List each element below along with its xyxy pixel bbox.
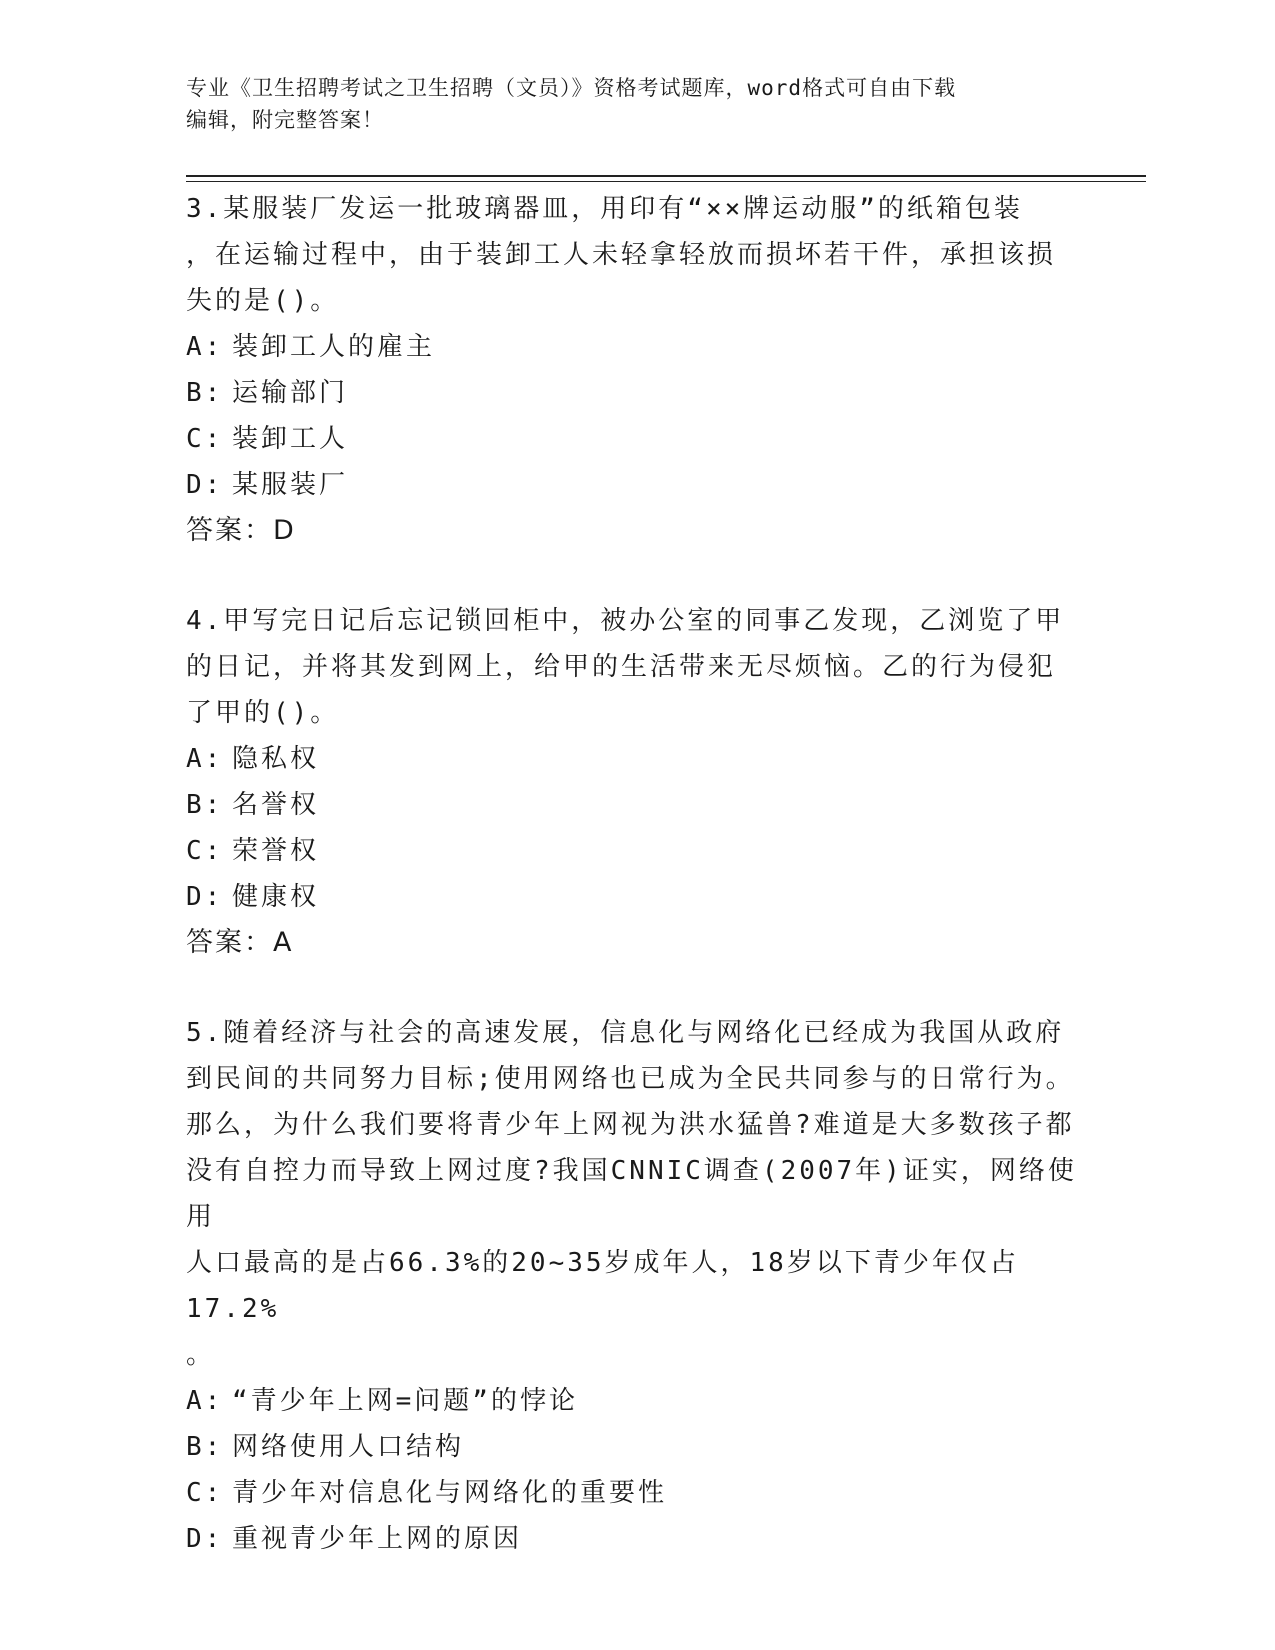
option-text: 运输部门 bbox=[232, 378, 349, 408]
question-stem-line: 4.甲写完日记后忘记锁回柜中，被办公室的同事乙发现，乙浏览了甲 bbox=[186, 606, 1065, 636]
question-stem-line: 人口最高的是占66.3%的20~35岁成年人，18岁以下青少年仅占17.2% bbox=[186, 1248, 1019, 1324]
option-text: 网络使用人口结构 bbox=[232, 1432, 465, 1462]
option-b bbox=[186, 1424, 1086, 1470]
question-3 bbox=[186, 186, 1086, 554]
option-key: A: bbox=[186, 1386, 224, 1416]
question-stem-line: 。 bbox=[186, 1340, 216, 1370]
option-text: 健康权 bbox=[232, 882, 320, 912]
option-key: D: bbox=[186, 470, 224, 500]
option-b bbox=[186, 370, 1086, 416]
question-spacer bbox=[186, 554, 1086, 598]
option-key: A: bbox=[186, 332, 224, 362]
option-key: B: bbox=[186, 790, 224, 820]
option-key: B: bbox=[186, 1432, 224, 1462]
question-stem-line: ，在运输过程中，由于装卸工人未轻拿轻放而损坏若干件，承担该损 bbox=[186, 240, 1057, 270]
option-key: D: bbox=[186, 1524, 224, 1554]
question-stem-line: 那么，为什么我们要将青少年上网视为洪水猛兽?难道是大多数孩子都 bbox=[186, 1110, 1075, 1140]
question-stem-line: 的日记，并将其发到网上，给甲的生活带来无尽烦恼。乙的行为侵犯 bbox=[186, 652, 1057, 682]
header-line-2: 编辑，附完整答案！ bbox=[186, 108, 384, 132]
question-5 bbox=[186, 1010, 1086, 1562]
option-text: 名誉权 bbox=[232, 790, 320, 820]
header-divider-thick bbox=[186, 175, 1146, 177]
option-c bbox=[186, 416, 1086, 462]
question-stem-line: 到民间的共同努力目标;使用网络也已成为全民共同参与的日常行为。 bbox=[186, 1064, 1075, 1094]
answer-label: 答案：A bbox=[186, 927, 294, 958]
option-text: 隐私权 bbox=[232, 744, 320, 774]
question-stem-line: 5.随着经济与社会的高速发展，信息化与网络化已经成为我国从政府 bbox=[186, 1018, 1065, 1048]
option-c bbox=[186, 828, 1086, 874]
option-c bbox=[186, 1470, 1086, 1516]
option-key: D: bbox=[186, 882, 224, 912]
question-stem-line: 失的是()。 bbox=[186, 286, 340, 316]
option-d bbox=[186, 1516, 1086, 1562]
option-text: 青少年对信息化与网络化的重要性 bbox=[232, 1478, 668, 1508]
option-key: C: bbox=[186, 836, 224, 866]
question-4 bbox=[186, 598, 1086, 966]
option-a bbox=[186, 736, 1086, 782]
document-header bbox=[186, 72, 1086, 136]
option-text: 重视青少年上网的原因 bbox=[232, 1524, 523, 1554]
question-stem-line: 3.某服装厂发运一批玻璃器皿，用印有“××牌运动服”的纸箱包装 bbox=[186, 194, 1023, 224]
option-text: 某服装厂 bbox=[232, 470, 349, 500]
option-d bbox=[186, 462, 1086, 508]
option-text: “青少年上网=问题”的悖论 bbox=[232, 1386, 578, 1416]
question-list bbox=[186, 186, 1086, 1562]
option-text: 荣誉权 bbox=[232, 836, 320, 866]
option-key: C: bbox=[186, 1478, 224, 1508]
question-stem-line: 了甲的()。 bbox=[186, 698, 340, 728]
option-a bbox=[186, 1378, 1086, 1424]
question-stem-line: 没有自控力而导致上网过度?我国CNNIC调查(2007年)证实，网络使用 bbox=[186, 1156, 1077, 1232]
option-d bbox=[186, 874, 1086, 920]
option-b bbox=[186, 782, 1086, 828]
answer-label: 答案：D bbox=[186, 515, 296, 546]
option-key: A: bbox=[186, 744, 224, 774]
header-line-1: 专业《卫生招聘考试之卫生招聘（文员）》资格考试题库，word格式可自由下载 bbox=[186, 76, 957, 100]
option-text: 装卸工人 bbox=[232, 424, 349, 454]
option-a bbox=[186, 324, 1086, 370]
option-key: C: bbox=[186, 424, 224, 454]
option-text: 装卸工人的雇主 bbox=[232, 332, 436, 362]
option-key: B: bbox=[186, 378, 224, 408]
header-divider-thin bbox=[186, 181, 1146, 182]
question-spacer bbox=[186, 966, 1086, 1010]
